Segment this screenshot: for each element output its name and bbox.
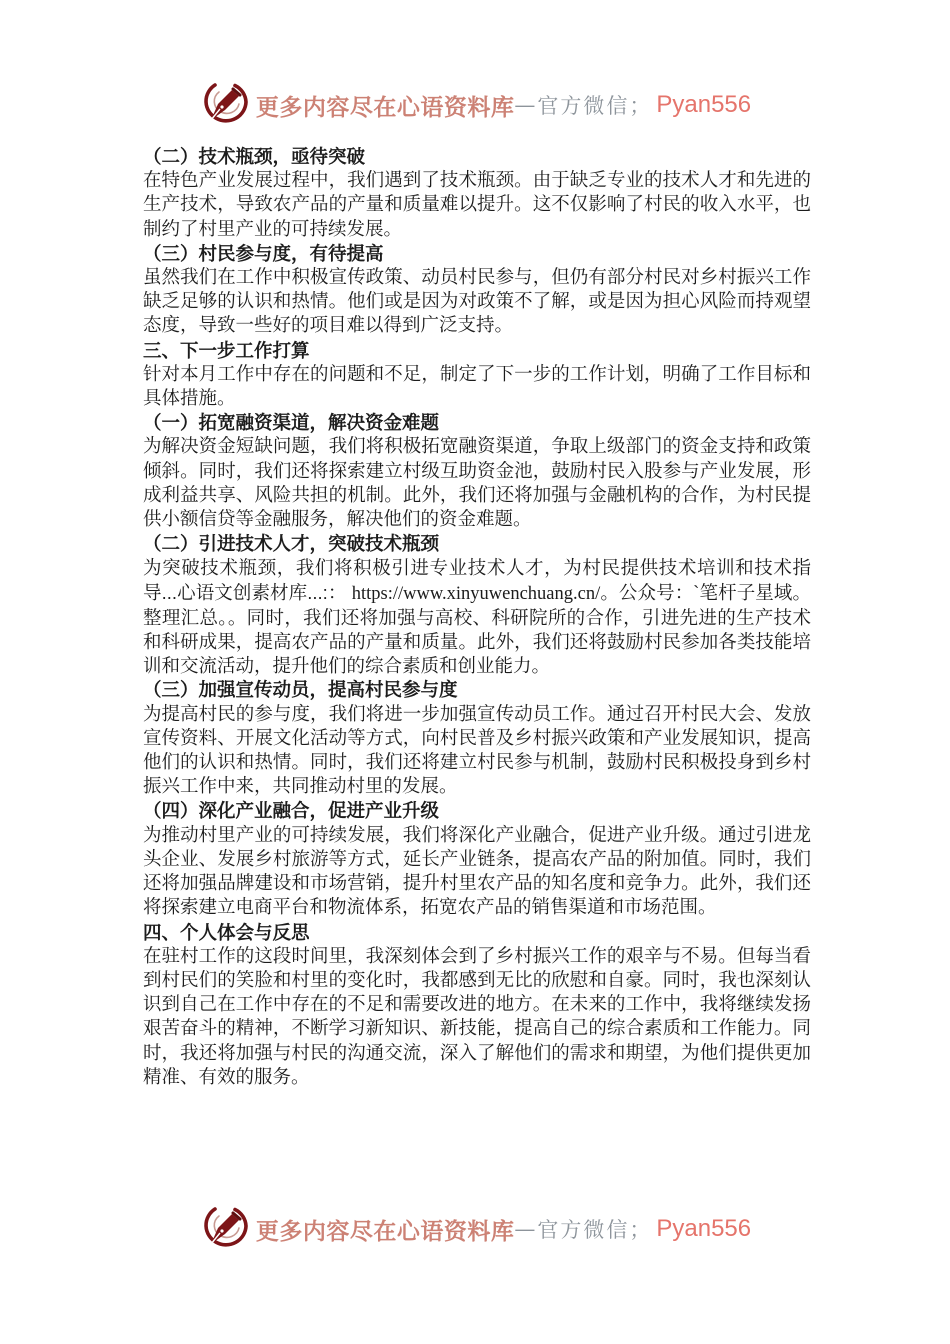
paragraph-text: 。公众号：`笔杆子星域。整理汇总。。同时，我们还将加强与高校、科研院所的合作，引进先进的生产技术和科研成果，提高农产品的产量和质量。此外，我们还将鼓励村民参加各类技能培训和交流活动，提升他们的综合素质和创业能力。: [143, 581, 811, 677]
section-heading: （三）村民参与度，有待提高: [143, 242, 384, 264]
watermark-header: [0, 80, 950, 130]
chapter-heading: 四、个人体会与反思: [143, 921, 310, 943]
section-heading: （二）技术瓶颈，亟待突破: [143, 146, 366, 167]
pen-nib-circle-icon: [199, 80, 251, 130]
watermark-footer: [0, 1204, 950, 1254]
paragraph: 虽然我们在工作中积极宣传政策、动员村民参与，但仍有部分村民对乡村振兴工作缺乏足够的认识和热情。他们或是因为对政策不了解，或是因为担心风险而持观望态度，导致一些好的项目难以得到广泛支持。: [143, 268, 811, 337]
paragraph: 在驻村工作的这段时间里，我深刻体会到了乡村振兴工作的艰辛与不易。但每当看到村民们的笑脸和村里的变化时，我都感到无比的欣慰和自豪。同时，我也深刻认识到自己在工作中存在的不足和需要改进的地方。在未来的工作中，我将继续发扬艰苦奋斗的精神，不断学习新知识、新技能，提高自己的综合素质和工作能力。同时，我还将加强与村民的沟通交流，深入了解他们的需求和期望，为他们提供更加精准、有效的服务。: [143, 946, 811, 1088]
paragraph: 针对本月工作中存在的问题和不足，制定了下一步的工作计划，明确了工作目标和具体措施。: [143, 364, 811, 410]
chapter-heading: 三、下一步工作打算: [143, 339, 310, 361]
paragraph-with-url: [143, 556, 811, 678]
watermark-title: 更多内容尽在心语资料库: [255, 1218, 515, 1244]
paragraph: 为推动村里产业的可持续发展，我们将深化产业融合，促进产业升级。通过引进龙头企业、发展乡村旅游等方式，延长产业链条，提高农产品的附加值。同时，我们还将加强品牌建设和市场营销，提升村里农产品的知名度和竞争力。此外，我们还将探索建立电商平台和物流体系，拓宽农产品的销售渠道和市场范围。: [143, 825, 811, 919]
watermark-dash: —: [514, 1217, 538, 1241]
paragraph-text: 为突破技术瓶颈，我们将积极引进专业技术人才，为村民提供技术培训和技术指导...心语文创素材库...:：: [143, 557, 811, 603]
document-content: [143, 145, 811, 1090]
watermark-title: 更多内容尽在心语资料库: [255, 94, 515, 120]
watermark-dash: —: [514, 93, 538, 117]
paragraph: 在特色产业发展过程中，我们遇到了技术瓶颈。由于缺乏专业的技术人才和先进的生产技术，导致农产品的产量和质量难以提升。这不仅影响了村民的收入水平，也制约了村里产业的可持续发展。: [143, 171, 811, 240]
section-heading: （三）加强宣传动员，提高村民参与度: [143, 679, 458, 701]
section-heading: （二）引进技术人才，突破技术瓶颈: [143, 533, 440, 555]
watermark-wechat-id: Pyan556: [656, 91, 752, 118]
section-heading: （一）拓宽融资渠道，解决资金难题: [143, 412, 440, 434]
watermark-wechat-id: Pyan556: [656, 1215, 752, 1242]
watermark-wechat-label: 官方微信；: [537, 1218, 653, 1242]
url-text: https://www.xinyuwenchuang.cn/: [351, 583, 601, 604]
pen-nib-circle-icon: [199, 1204, 251, 1254]
section-heading: （四）深化产业融合，促进产业升级: [143, 800, 440, 822]
paragraph: 为提高村民的参与度，我们将进一步加强宣传动员工作。通过召开村民大会、发放宣传资料、开展文化活动等方式，向村民普及乡村振兴政策和产业发展知识，提高他们的认识和热情。同时，我们还将建立村民参与机制，鼓励村民积极投身到乡村振兴工作中来，共同推动村里的发展。: [143, 704, 811, 798]
watermark-wechat-label: 官方微信；: [537, 94, 653, 118]
paragraph: 为解决资金短缺问题，我们将积极拓宽融资渠道，争取上级部门的资金支持和政策倾斜。同时，我们还将探索建立村级互助资金池，鼓励村民入股参与产业发展，形成利益共享、风险共担的机制。此外，我们还将加强与金融机构的合作，为村民提供小额信贷等金融服务，解决他们的资金难题。: [143, 437, 811, 531]
